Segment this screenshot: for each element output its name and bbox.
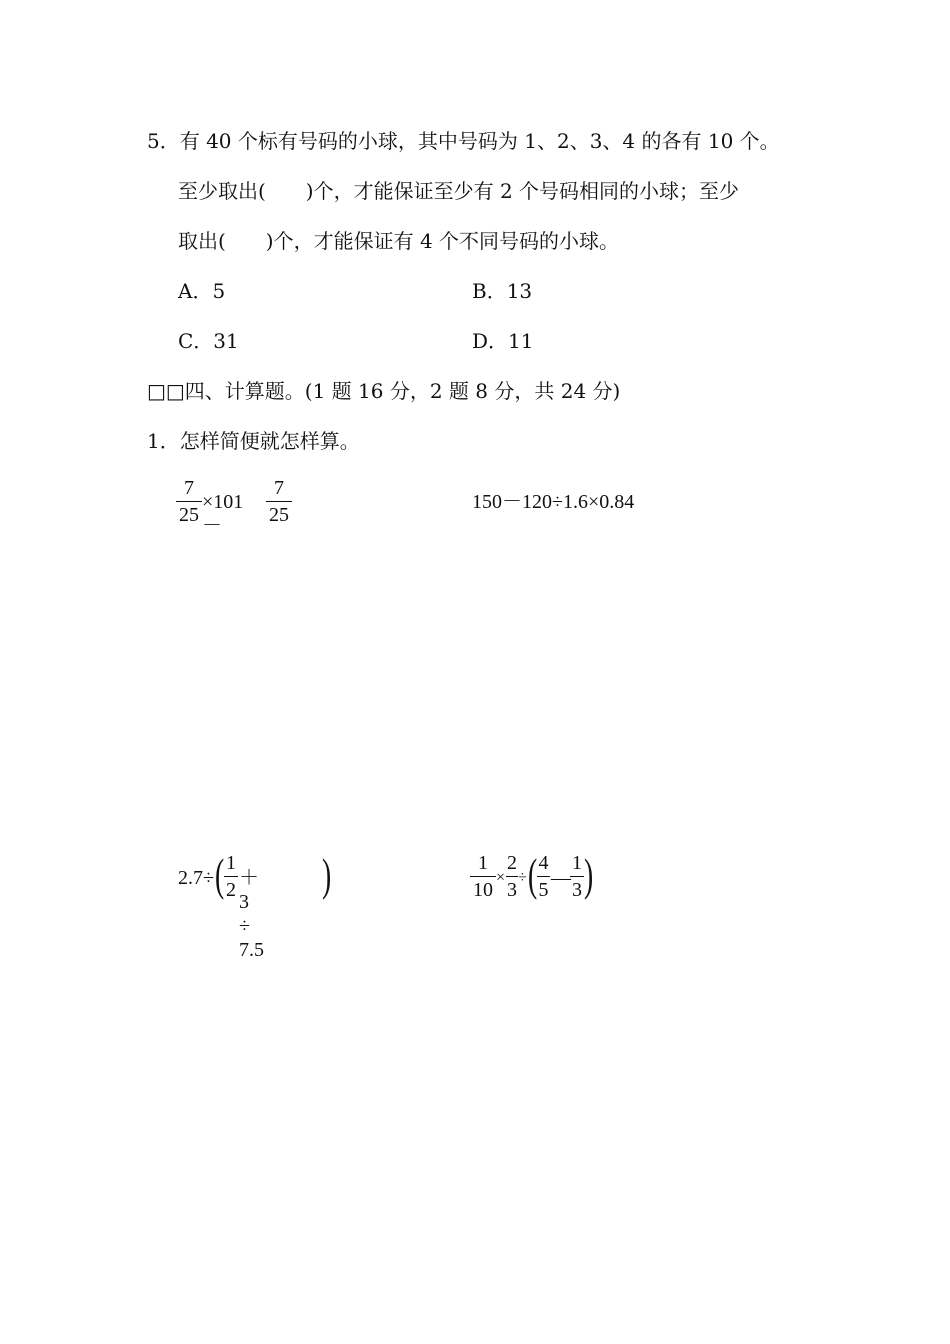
question-5-line-1: 5．有 40 个标有号码的小球，其中号码为 1、2、3、4 的各有 10 个。 <box>147 129 780 153</box>
expression-lead: 2.7÷ <box>178 867 214 889</box>
numerator: 7 <box>184 477 194 499</box>
fraction <box>470 852 496 901</box>
fraction <box>224 852 238 901</box>
denominator: 10 <box>473 879 493 901</box>
section-4-title: □□四、计算题。(1 题 16 分，2 题 8 分，共 24 分) <box>147 379 621 403</box>
left-paren: ( <box>528 849 538 900</box>
option-b[interactable]: B．13 <box>472 279 533 303</box>
option-d[interactable]: D．11 <box>472 329 534 353</box>
minus-operator: — <box>551 867 571 889</box>
question-1-title: 1．怎样简便就怎样算。 <box>147 429 360 453</box>
left-paren: ( <box>215 849 225 900</box>
fraction-bar <box>537 876 550 877</box>
expression-2: 150－120÷1.6×0.84 <box>472 491 635 513</box>
numerator: 2 <box>507 852 517 874</box>
right-paren: ) <box>584 849 594 900</box>
denominator: 3 <box>572 879 582 901</box>
fraction-bar <box>224 876 238 877</box>
denominator: 25 <box>179 504 199 526</box>
fraction-bar <box>266 501 292 502</box>
divide-operator: ÷ <box>518 869 527 886</box>
option-c[interactable]: C．31 <box>178 329 239 353</box>
fraction <box>570 852 584 901</box>
numerator: 1 <box>226 852 236 874</box>
fraction-bar <box>470 876 496 877</box>
denominator: 2 <box>226 879 236 901</box>
denominator: 25 <box>269 504 289 526</box>
fraction <box>266 477 292 526</box>
numerator: 1 <box>572 852 582 874</box>
option-a[interactable]: A．5 <box>178 279 226 303</box>
numerator: 7 <box>274 477 284 499</box>
question-5-line-3: 取出( )个，才能保证有 4 个不同号码的小球。 <box>178 229 620 253</box>
fraction <box>537 852 550 901</box>
fraction <box>506 852 518 901</box>
fraction-bar <box>176 501 202 502</box>
numerator: 1 <box>478 852 488 874</box>
expression-rest: ＋3 ÷ 7.5 <box>239 867 264 961</box>
question-5-line-2: 至少取出( )个，才能保证至少有 2 个号码相同的小球；至少 <box>178 179 740 203</box>
right-paren: ) <box>322 849 332 900</box>
fraction-bar <box>570 876 584 877</box>
fraction-bar <box>506 876 518 877</box>
operator: ×101－ <box>202 491 244 537</box>
numerator: 4 <box>538 852 549 874</box>
fraction <box>176 477 202 526</box>
denominator: 3 <box>507 879 517 901</box>
times-operator: × <box>496 869 506 886</box>
denominator: 5 <box>538 879 549 901</box>
